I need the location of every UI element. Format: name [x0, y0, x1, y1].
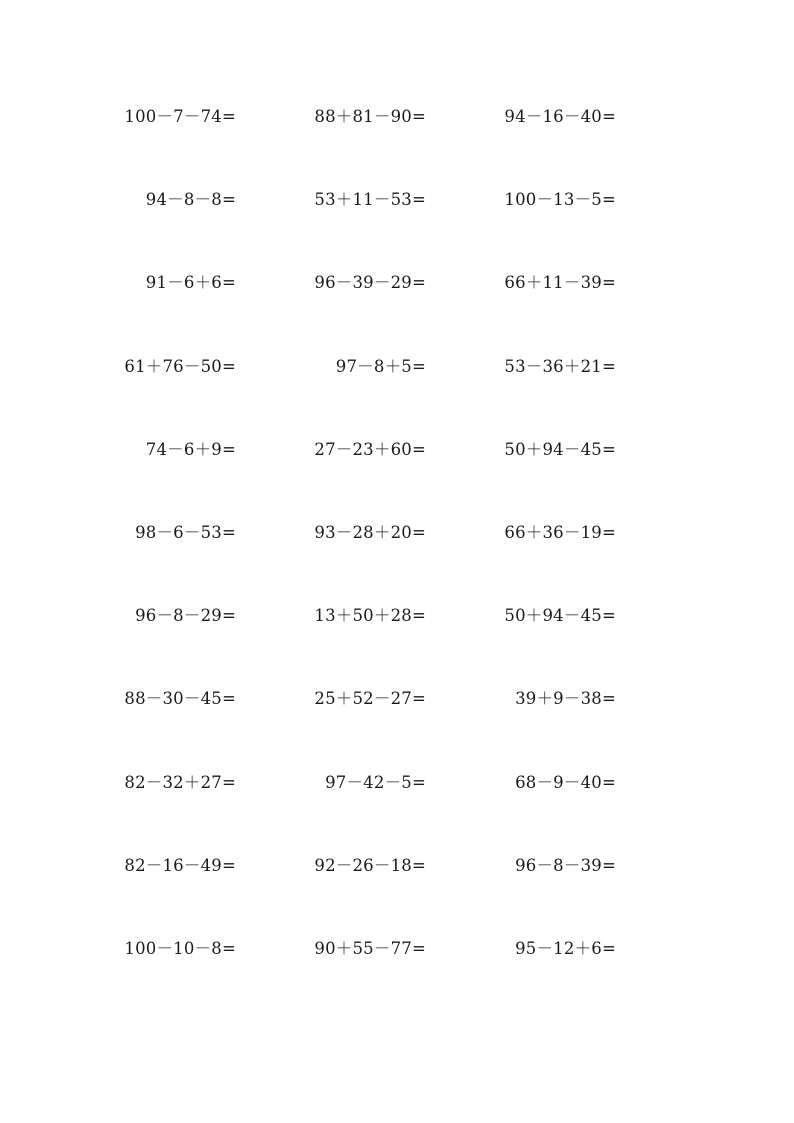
problem: 93－28＋20=	[314, 522, 426, 542]
problem: 53＋11－53=	[314, 190, 426, 210]
problem: 50＋94－45=	[504, 439, 616, 459]
problem: 39＋9－38=	[515, 689, 616, 709]
problem: 94－16－40=	[504, 107, 616, 126]
problem: 66＋11－39=	[504, 273, 616, 293]
problem: 91－6＋6=	[145, 273, 236, 293]
problem: 25＋52－27=	[314, 689, 426, 709]
problem: 92－26－18=	[314, 855, 426, 875]
problem: 96－8－39=	[515, 855, 616, 875]
problem: 97－8＋5=	[335, 356, 426, 376]
problem: 95－12＋6=	[515, 938, 616, 958]
problem: 50＋94－45=	[504, 606, 616, 626]
problem: 97－42－5=	[325, 772, 426, 792]
problem: 53－36＋21=	[504, 356, 616, 376]
problem: 100－10－8=	[124, 938, 236, 958]
problem: 68－9－40=	[515, 772, 616, 792]
problem: 13＋50＋28=	[314, 606, 426, 626]
problem: 66＋36－19=	[504, 522, 616, 542]
problem: 100－13－5=	[504, 190, 616, 210]
problem: 98－6－53=	[135, 522, 236, 542]
problem: 100－7－74=	[124, 107, 236, 126]
problem: 82－16－49=	[124, 855, 236, 875]
problem: 82－32＋27=	[124, 772, 236, 792]
problem: 61＋76－50=	[124, 356, 236, 376]
problem: 96－39－29=	[314, 273, 426, 293]
problem: 74－6＋9=	[145, 439, 236, 459]
problem: 94－8－8=	[145, 190, 236, 210]
problem: 88＋81－90=	[314, 107, 426, 126]
problem: 88－30－45=	[124, 689, 236, 709]
problem: 90＋55－77=	[314, 938, 426, 958]
problem: 27－23＋60=	[314, 439, 426, 459]
problem: 96－8－29=	[135, 606, 236, 626]
problem-grid	[40, 101, 640, 1016]
